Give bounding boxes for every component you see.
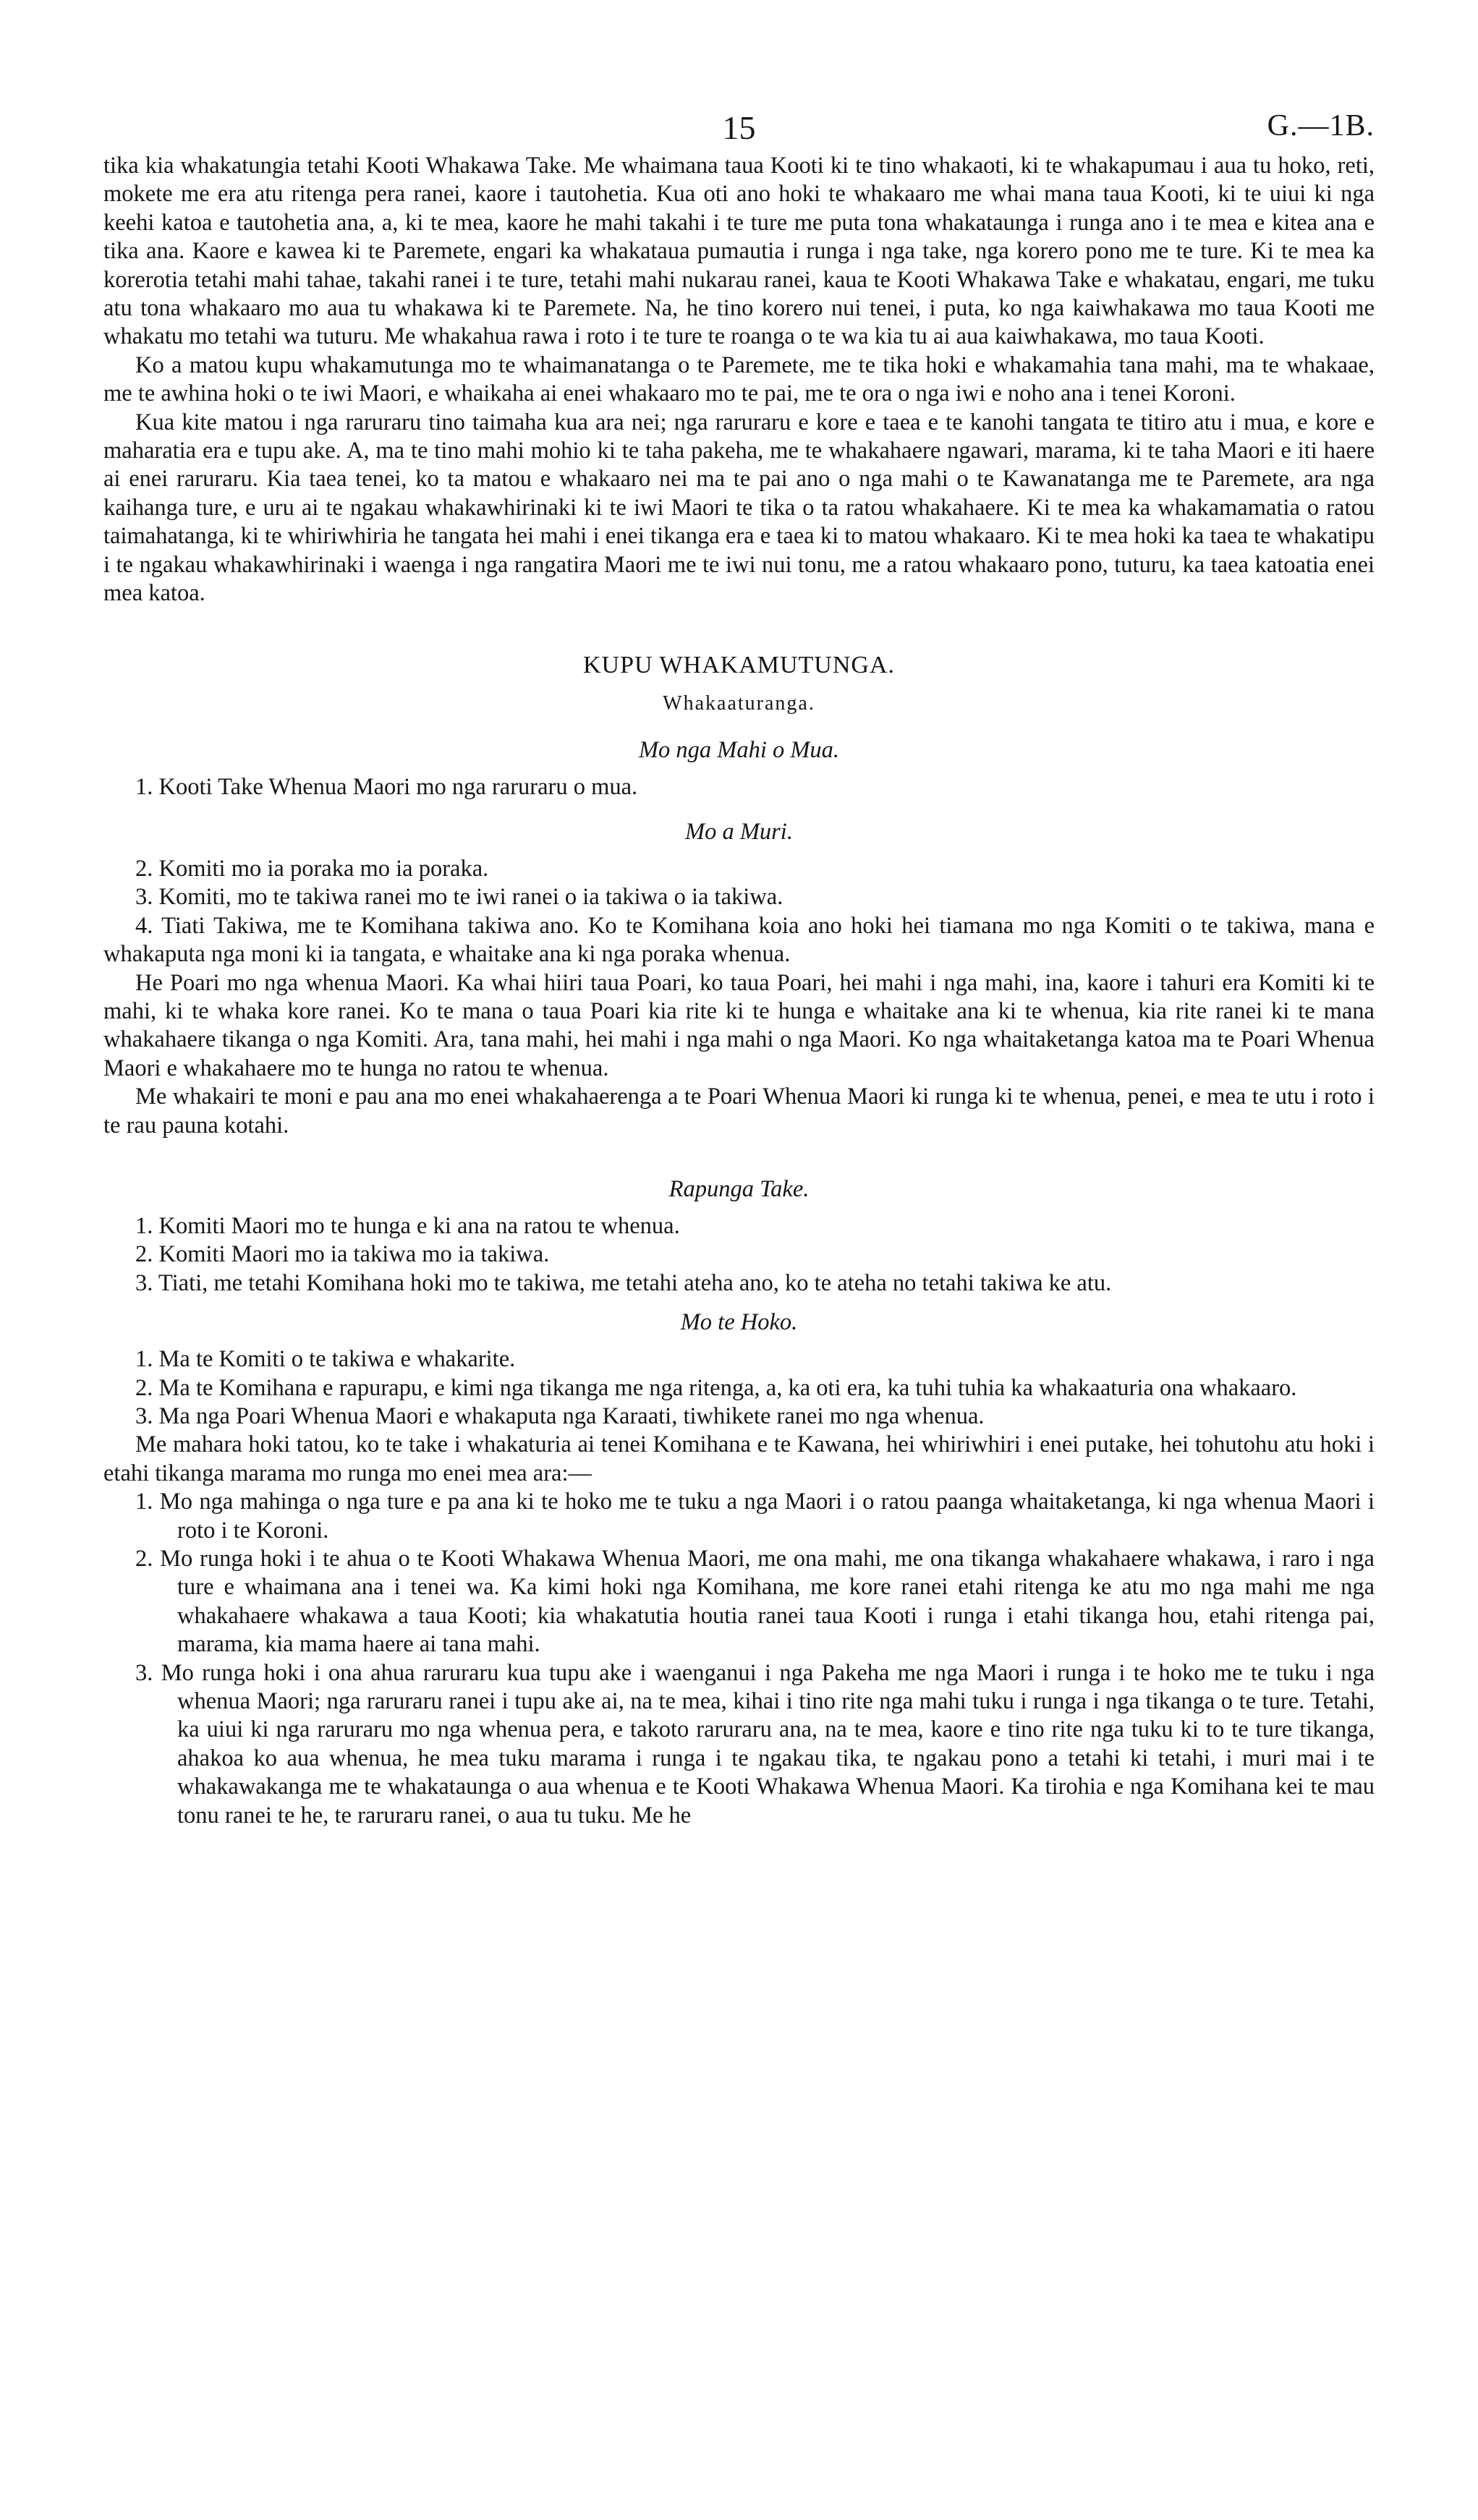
paragraph: Me whakairi te moni e pau ana mo enei whakahaerenga a te Poari Whenua Maori ki runga ki te whenua, penei, e mea te utu i roto i te rau pauna kotahi. (103, 1084, 1375, 1138)
list-item: 1. Mo nga mahinga o nga ture e pa ana ki te hoko me te tuku a nga Maori i o ratou paanga whaitaketanga, ki nga whenua Maori i roto i te Koroni. (135, 1489, 1375, 1544)
document-page (103, 108, 1375, 1830)
paragraph: Me mahara hoki tatou, ko te take i whakaturia ai tenei Komihana e te Kawana, hei whiriwhiri i enei putake, hei tohutohu atu hoki i etahi tikanga marama mo runga mo enei mea ara:— (103, 1431, 1375, 1486)
paragraph: tika kia whakatungia tetahi Kooti Whakawa Take. Me whaimana taua Kooti ki te tino whakaoti, ki te whakapumau i aua tu hoko, reti, mokete me era atu ritenga pera ranei, kaore i tautohetia. Kua oti ano hoki te whakaaro me whai mana taua Kooti, ki te uiui ki nga keehi katoa e tautohetia ana, a, ki te mea, kaore he mahi takahi i te ture me puta tona whakataunga i runga ano i te mea e kitea ana e tika ana. Kaore e kawea ki te Paremete, engari ka whakataua pumautia i runga i nga take, nga korero pono me te ture. Ki te mea ka korerotia tetahi mahi tahae, takahi ranei i te ture, tetahi mahi nukarau ranei, kaua te Kooti Whakawa Take e whakatau, engari, me tuku atu tona whakaaro mo aua tu whakawa ki te Paremete. Na, he tino korero nui tenei, i puta, ko nga kaiwhakawa mo taua Kooti me whakatu mo tetahi wa tuturu. Me whakahua rawa i roto i te ture te roanga o te wa kia tu ai aua kaiwhakawa, mo taua Kooti. (103, 153, 1375, 350)
list-item: 3. Mo runga hoki i ona ahua raruraru kua tupu ake i waenganui i nga Pakeha me nga Maori i runga i te hoko me te tuku i nga whenua Maori; nga raruraru ranei i tupu ake ai, na te mea, kihai i tino rite nga mahi tuku i runga i nga tikanga o te ture. Tetahi, ka uiui ki nga raruraru mo nga whenua pera, e takoto raruraru ana, na te mea, kaore e tino rite nga tuku ki to te ture tikanga, ahakoa ko aua whenua, he mea tuku marama i runga i te ngakau tika, te ngakau pono a tetahi ki tetahi, i muri mai i te whakawakanga me te whakataunga o aua whenua e te Kooti Whakawa Whenua Maori. Ka tirohia e nga Komihana kei te mau tonu ranei te he, te raruraru ranei, o aua tu tuku. Me he (135, 1659, 1375, 1829)
list-item: 4. Tiati Takiwa, me te Komihana takiwa ano. Ko te Komihana koia ano hoki hei tiamana mo nga Komiti o te takiwa, mana e whakaputa nga moni ki ia tangata, e whaitake ana ki nga poraka whenua. (103, 912, 1375, 968)
paragraph: He Poari mo nga whenua Maori. Ka whai hiiri taua Poari, ko taua Poari, hei mahi i nga mahi, ina, kaore i tahuri era Komiti ki te mahi, ki te whaka kore ranei. Ko te mana o taua Poari kia rite ki te hunga e whaitake ana ki te whenua, kia rite ranei ki te mana whakahaere tikanga o nga Komiti. Ara, tana mahi, hei mahi i nga mahi o nga Maori. Ko nga whaitaketanga katoa ma te Poari Whenua Maori e whakahaere mo te hunga no ratou te whenua. (103, 969, 1375, 1081)
list-item: 1. Komiti Maori mo te hunga e ki ana na ratou te whenua. (135, 1212, 680, 1239)
list-item: 2. Komiti mo ia poraka mo ia poraka. (135, 855, 489, 882)
page-header (103, 108, 1375, 152)
list-item: 3. Tiati, me tetahi Komihana hoki mo te takiwa, me tetahi ateha ano, ko te ateha no tetahi takiwa ke atu. (135, 1269, 1112, 1296)
subsection-heading: Mo nga Mahi o Mua. (638, 736, 840, 763)
subsection-heading: Mo te Hoko. (680, 1309, 798, 1336)
subsection-heading: Mo a Muri. (685, 818, 793, 845)
section-subtitle: Whakaaturanga. (663, 691, 815, 715)
list-item: 3. Ma nga Poari Whenua Maori e whakaputa nga Karaati, tiwhikete ranei mo nga whenua. (135, 1403, 985, 1429)
paragraph: Ko a matou kupu whakamutunga mo te whaimanatanga o te Paremete, me te tika hoki e whakamahia tana mahi, ma te whakaae, me te awhina hoki o te iwi Maori, e whaikaha ai enei whakaaro mo te pai, me te ora o nga iwi e noho ana i tenei Koroni. (103, 352, 1375, 407)
subsection-heading: Rapunga Take. (668, 1175, 810, 1202)
list-item: 2. Mo runga hoki i te ahua o te Kooti Whakawa Whenua Maori, me ona mahi, me ona tikanga whakahaere whakawa, i raro i nga ture e whaimana ana i tenei wa. Ka kimi hoki nga Komihana, me kore ranei etahi ritenga ke atu mo nga mahi me nga whakahaere whakawa a taua Kooti; kia whakatutia houtia ranei taua Kooti i runga i etahi tikanga hou, etahi ritenga pai, marama, kia mama haere ai tana mahi. (135, 1546, 1375, 1658)
list-item: 3. Komiti, mo te takiwa ranei mo te iwi ranei o ia takiwa o ia takiwa. (135, 884, 783, 911)
paragraph: Kua kite matou i nga raruraru tino taimaha kua ara nei; nga raruraru e kore e taea e te kanohi tangata te titiro atu i mua, e kore e maharatia era e tupu ake. A, ma te tino mahi mohio ki te taha pakeha, me te whakahaere ngawari, marama, ki te taha Maori e iti haere ai enei raruraru. Kia taea tenei, ko ta matou e whakaaro nei ma te pai ano o nga mahi o te Kawanatanga me te Paremete, ara nga kaihanga ture, e uru ai te ngakau whakawhirinaki ki te iwi Maori te tika o ta ratou whakahaere. Ki te mea ka whakamamatia o ratou taimahatanga, ki te whiriwhiria he tangata hei mahi i enei tikanga era e taea ki to matou whakaaro. Ki te mea hoki ka taea te whakatipu i te ngakau whakawhirinaki i waenga i nga rangatira Maori me te iwi nui tonu, me a ratou whakaaro pono, tuturu, ka taea katoatia enei mea katoa. (103, 409, 1375, 607)
document-reference: G.—1B. (1267, 109, 1375, 142)
list-item: 2. Ma te Komihana e rapurapu, e kimi nga tikanga me nga ritenga, a, ka oti era, ka tuhi tuhia ka whakaaturia ona whakaaro. (135, 1374, 1297, 1401)
list-item: 2. Komiti Maori mo ia takiwa mo ia takiwa. (135, 1241, 550, 1268)
list-item: 1. Kooti Take Whenua Maori mo nga raruraru o mua. (135, 773, 638, 800)
page-number: 15 (722, 109, 756, 146)
list-item: 1. Ma te Komiti o te takiwa e whakarite. (135, 1346, 516, 1373)
section-title: KUPU WHAKAMUTUNGA. (582, 651, 896, 678)
